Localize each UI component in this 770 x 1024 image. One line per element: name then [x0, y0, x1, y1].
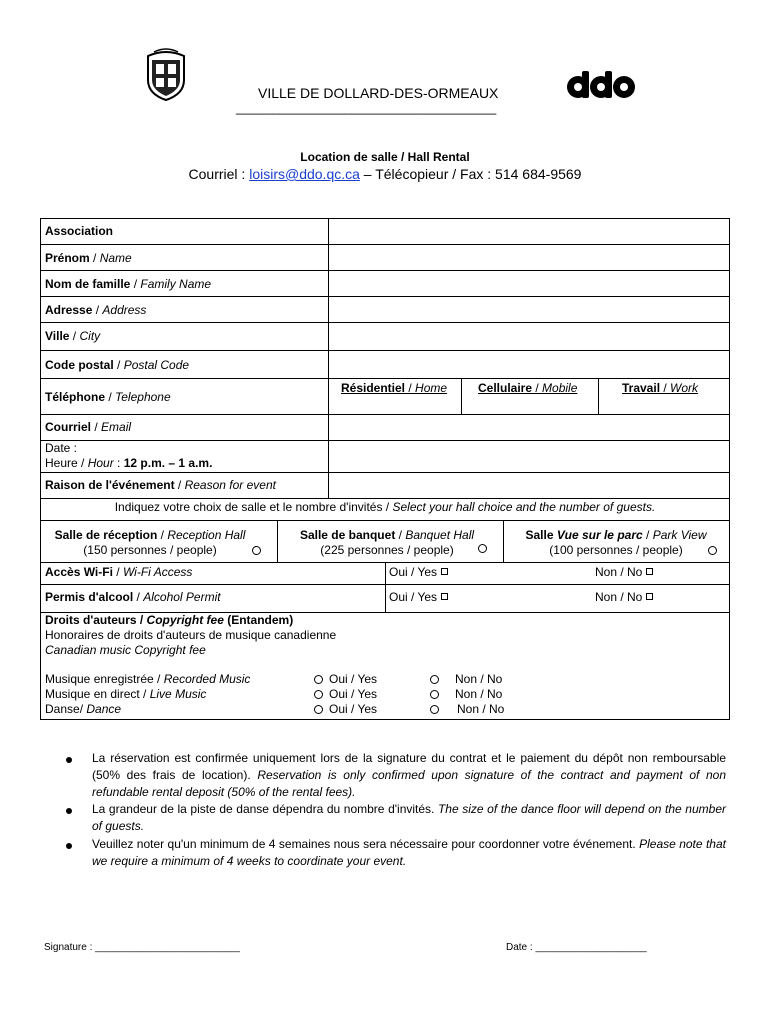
- input-reason[interactable]: [329, 473, 729, 498]
- wifi-no-label: Non / No: [595, 565, 643, 579]
- field-date-label: Date :: [45, 441, 78, 455]
- field-reason: Raison de l'événement / Reason for event: [45, 478, 276, 492]
- note-reservation-en: Reservation is only confirmed upon signature of the contract and payment of non refundable rental deposit (50% of the rental fees).: [92, 768, 726, 799]
- field-association: [45, 224, 113, 238]
- input-first-name[interactable]: [329, 245, 729, 270]
- field-wifi-fr: Accès Wi-Fi: [45, 565, 113, 579]
- hall-reception-en: Reception Hall: [167, 528, 246, 542]
- input-postal-code[interactable]: [329, 351, 729, 378]
- field-first-name: Prénom / Name: [45, 251, 132, 265]
- phone-work-en: Work: [670, 381, 699, 395]
- copyright-title-paren: (Entandem): [223, 613, 294, 627]
- signature-line: __________________________: [95, 942, 240, 953]
- note-dance-floor: [92, 801, 726, 835]
- field-telephone-en: Telephone: [115, 390, 171, 404]
- phone-mobile-en: Mobile: [542, 381, 578, 395]
- city-underline: ____________________________________: [236, 100, 497, 115]
- field-hour-en: Hour: [87, 456, 114, 470]
- recorded-music-en: Recorded Music: [163, 672, 251, 686]
- field-date: [45, 441, 212, 471]
- note-reservation: [92, 750, 726, 801]
- field-first-name-fr: Prénom: [45, 251, 90, 265]
- live-music-en: Live Music: [149, 687, 207, 701]
- phone-work[interactable]: Travail / Work: [622, 381, 699, 395]
- phone-home[interactable]: Résidentiel / Home: [341, 381, 448, 395]
- contact-line: [0, 166, 770, 182]
- wifi-yes-label: Oui / Yes: [389, 565, 438, 579]
- field-city-en: City: [79, 329, 101, 343]
- field-postal-code-fr: Code postal: [45, 358, 114, 372]
- hall-park-view-fr-pre: Salle: [525, 528, 557, 542]
- recorded-music-yes-radio[interactable]: [314, 675, 323, 684]
- note-bullet: [66, 843, 72, 849]
- alcohol-no-label: Non / No: [595, 590, 643, 604]
- input-family-name[interactable]: [329, 271, 729, 296]
- copyright-line2: Honoraires de droits d'auteurs de musique canadienne: [45, 628, 337, 642]
- field-reason-en: Reason for event: [184, 478, 276, 492]
- field-address-en: Address: [102, 303, 147, 317]
- city-name: VILLE DE DOLLARD-DES-ORMEAUX: [258, 85, 499, 101]
- alcohol-no-checkbox[interactable]: [646, 593, 653, 600]
- ddo-logo: [566, 68, 638, 102]
- hall-park-view: Salle Vue sur le parc / Park View (100 personnes / people): [525, 528, 707, 557]
- hall-banquet: Salle de banquet / Banquet Hall (225 personnes / people): [299, 528, 475, 557]
- wifi-yes-checkbox[interactable]: [441, 568, 448, 575]
- copyright-section: [45, 613, 336, 658]
- live-music-yes-radio[interactable]: [314, 690, 323, 699]
- recorded-music-yes: Oui / Yes: [329, 672, 378, 686]
- field-postal-code: Code postal / Postal Code: [45, 358, 190, 372]
- note-reservation-fr: La réservation est confirmée uniquement lors de la signature du contrat et le paiement du dépôt non remboursable (50% des frais de location).: [92, 751, 726, 782]
- field-hour-sep: :: [113, 456, 124, 470]
- field-alcohol-en: Alcohol Permit: [143, 590, 221, 604]
- alcohol-yes[interactable]: [389, 590, 448, 604]
- alcohol-no[interactable]: [595, 590, 653, 604]
- input-address[interactable]: [329, 297, 729, 322]
- input-date[interactable]: [329, 441, 729, 472]
- field-address-fr: Adresse: [45, 303, 93, 317]
- field-telephone-fr: Téléphone: [45, 390, 106, 404]
- live-music-no: Non / No: [455, 687, 503, 701]
- field-telephone: Téléphone / Telephone: [45, 390, 171, 404]
- wifi-no[interactable]: [595, 565, 653, 579]
- alcohol-yes-label: Oui / Yes: [389, 590, 438, 604]
- hall-instruction: [40, 500, 730, 514]
- recorded-music-no: Non / No: [455, 672, 503, 686]
- recorded-music-fr: Musique enregistrée /: [45, 672, 164, 686]
- field-city-fr: Ville: [45, 329, 70, 343]
- phone-home-en: Home: [415, 381, 448, 395]
- field-alcohol: Permis d'alcool / Alcohol Permit: [45, 590, 221, 604]
- dance-no: Non / No: [457, 702, 505, 716]
- field-reason-fr: Raison de l'événement: [45, 478, 175, 492]
- phone-mobile-fr: Cellulaire: [478, 381, 533, 395]
- city-crest-logo: [140, 46, 192, 102]
- field-email: Courriel / Email: [45, 420, 132, 434]
- live-music-fr: Musique en direct /: [45, 687, 150, 701]
- field-email-fr: Courriel: [45, 420, 92, 434]
- field-wifi: Accès Wi-Fi / Wi-Fi Access: [45, 565, 193, 579]
- live-music-no-radio[interactable]: [430, 690, 439, 699]
- input-email[interactable]: [329, 415, 729, 440]
- phone-work-fr: Travail: [622, 381, 661, 395]
- field-hour-prefix: Heure /: [45, 456, 88, 470]
- field-family-name-en: Family Name: [140, 277, 212, 291]
- hall-banquet-radio[interactable]: [478, 544, 487, 553]
- phone-home-fr: Résidentiel: [341, 381, 406, 395]
- recorded-music-no-radio[interactable]: [430, 675, 439, 684]
- ddo-logo-text: ddo: [566, 68, 568, 69]
- hall-reception-radio[interactable]: [252, 546, 261, 555]
- field-association-label: Association: [45, 224, 114, 238]
- form-title-text: Location de salle / Hall Rental: [300, 150, 470, 164]
- hall-park-view-fr-it: Vue sur le parc: [556, 528, 643, 542]
- contact-suffix: – Télécopieur / Fax : 514 684-9569: [359, 166, 582, 182]
- field-email-en: Email: [101, 420, 132, 434]
- contact-prefix: Courriel :: [188, 166, 250, 182]
- field-address: Adresse / Address: [45, 303, 147, 317]
- dance-yes-radio[interactable]: [314, 705, 323, 714]
- hall-instruction-en: Select your hall choice and the number of guests.: [392, 500, 656, 514]
- hall-instruction-fr: Indiquez votre choix de salle et le nombre d'invités /: [114, 500, 393, 514]
- copyright-line3: Canadian music Copyright fee: [45, 643, 206, 657]
- hall-banquet-en: Banquet Hall: [405, 528, 475, 542]
- note-bullet: [66, 757, 72, 763]
- dance-en: Dance: [86, 702, 122, 716]
- hall-reception: Salle de réception / Reception Hall (150 personnes / people): [54, 528, 246, 557]
- signature-label: Signature :: [44, 942, 96, 953]
- field-first-name-en: Name: [99, 251, 132, 265]
- copyright-title-fr: Droits d'auteurs /: [45, 613, 147, 627]
- date-sign-line: ____________________: [535, 942, 647, 953]
- email-link[interactable]: loisirs@ddo.qc.ca: [249, 166, 360, 182]
- input-city[interactable]: [329, 323, 729, 350]
- dance-fr: Danse/: [45, 702, 87, 716]
- field-alcohol-fr: Permis d'alcool: [45, 590, 134, 604]
- field-family-name: Nom de famille / Family Name: [45, 277, 212, 291]
- hall-park-view-en: Park View: [652, 528, 707, 542]
- signature-field[interactable]: [44, 942, 240, 953]
- hall-banquet-fr: Salle de banquet: [299, 528, 396, 542]
- note-bullet: [66, 808, 72, 814]
- wifi-no-checkbox[interactable]: [646, 568, 653, 575]
- alcohol-yes-checkbox[interactable]: [441, 593, 448, 600]
- note-four-weeks: [92, 836, 726, 870]
- phone-mobile[interactable]: Cellulaire / Mobile: [478, 381, 578, 395]
- hall-banquet-capacity: (225 personnes / people): [320, 543, 454, 557]
- note-four-weeks-fr: Veuillez noter qu'un minimum de 4 semaines nous sera nécessaire pour coordonner votre événement.: [92, 837, 640, 851]
- wifi-yes[interactable]: [389, 565, 448, 579]
- note-four-weeks-en: Please note that we require a minimum of 4 weeks to coordinate your event.: [92, 837, 726, 868]
- field-city: Ville / City: [45, 329, 101, 343]
- date-sign-field[interactable]: [506, 942, 647, 953]
- copyright-items: [45, 672, 250, 717]
- field-postal-code-en: Postal Code: [123, 358, 190, 372]
- date-sign-label: Date :: [506, 942, 536, 953]
- dance-yes: Oui / Yes: [329, 702, 378, 716]
- hall-reception-capacity: (150 personnes / people): [83, 543, 217, 557]
- dance-no-radio[interactable]: [430, 705, 439, 714]
- hall-park-view-capacity: (100 personnes / people): [549, 543, 683, 557]
- note-dance-floor-fr: La grandeur de la piste de danse dépendra du nombre d'invités.: [92, 802, 438, 816]
- live-music-yes: Oui / Yes: [329, 687, 378, 701]
- form-title: [0, 150, 770, 164]
- note-dance-floor-en: The size of the dance floor will depend on the number of guests.: [92, 802, 726, 833]
- copyright-title-it: Copyright fee: [146, 613, 224, 627]
- field-family-name-fr: Nom de famille: [45, 277, 131, 291]
- field-wifi-en: Wi-Fi Access: [122, 565, 193, 579]
- hall-park-view-radio[interactable]: [708, 546, 717, 555]
- field-hour-value: 12 p.m. – 1 a.m.: [123, 456, 213, 470]
- hall-reception-fr: Salle de réception: [54, 528, 158, 542]
- input-association[interactable]: [329, 219, 729, 244]
